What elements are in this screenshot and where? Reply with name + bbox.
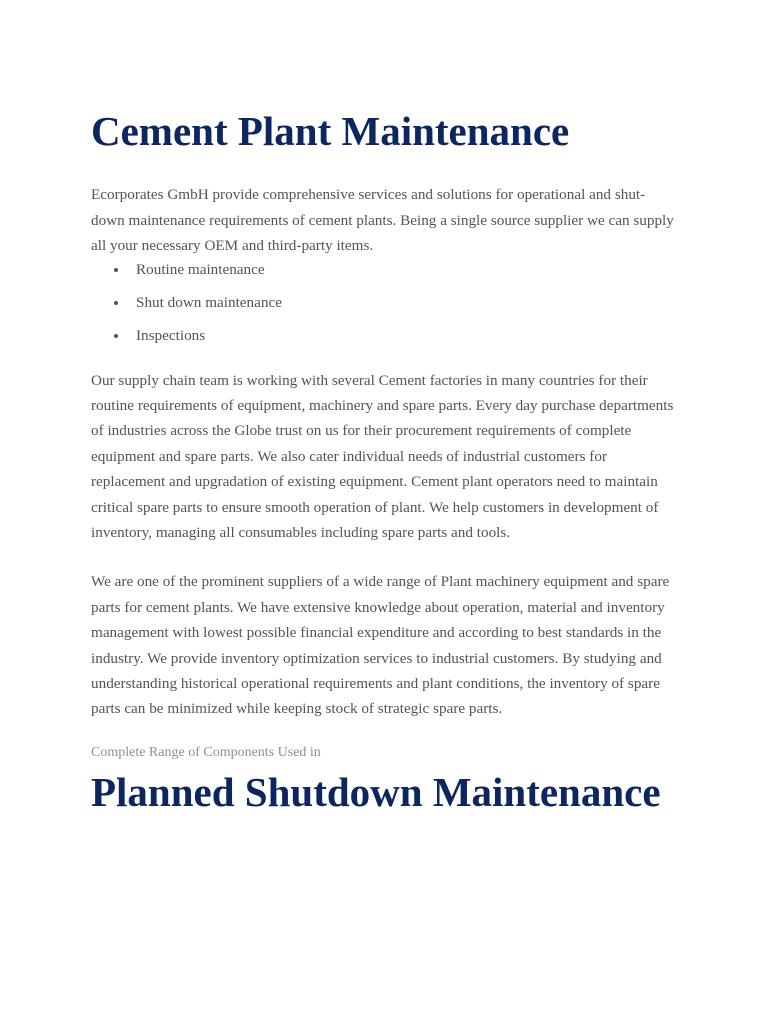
bullet-dot-icon xyxy=(114,301,118,305)
list-item-label: Inspections xyxy=(136,326,206,344)
suppliers-paragraph: We are one of the prominent suppliers of a wide range of Plant machinery equipment and spare parts for cement plants. We have extensive knowledge about operation, material and inventory management with lowest possible financial expenditure and according to best standards in the industry. We provide inventory optimization services to industrial customers. By studying and understanding historical operational requirements and plant conditions, the inventory of spare parts can be minimized while keeping stock of strategic spare parts. xyxy=(91,573,670,718)
section-title: Planned Shutdown Maintenance xyxy=(91,768,661,815)
section-subheading: Complete Range of Components Used in xyxy=(91,744,321,760)
supply-chain-paragraph: Our supply chain team is working with several Cement factories in many countries for their routine requirements of equipment, machinery and spare parts. Every day purchase departments of industries across the Globe trust on us for their procurement requirements of complete equipment and spare parts. We also cater individual needs of industrial customers for replacement and upgradation of existing equipment. Cement plant operators need to maintain critical spare parts to ensure smooth operation of plant. We help customers in development of inventory, managing all consumables including spare parts and tools. xyxy=(91,371,674,541)
bullet-dot-icon xyxy=(114,334,118,338)
page-title: Cement Plant Maintenance xyxy=(91,108,570,154)
intro-paragraph: Ecorporates GmbH provide comprehensive services and solutions for operational and shut-down maintenance requirements of cement plants. Being a single source supplier we can supply all your necessary OEM and third-party items. xyxy=(91,186,674,254)
bullet-dot-icon xyxy=(114,268,118,272)
list-item xyxy=(91,259,678,292)
list-item xyxy=(91,325,678,358)
list-item-label: Shut down maintenance xyxy=(136,293,282,311)
list-item xyxy=(91,292,678,325)
list-item-label: Routine maintenance xyxy=(136,260,265,278)
service-list xyxy=(91,259,678,358)
